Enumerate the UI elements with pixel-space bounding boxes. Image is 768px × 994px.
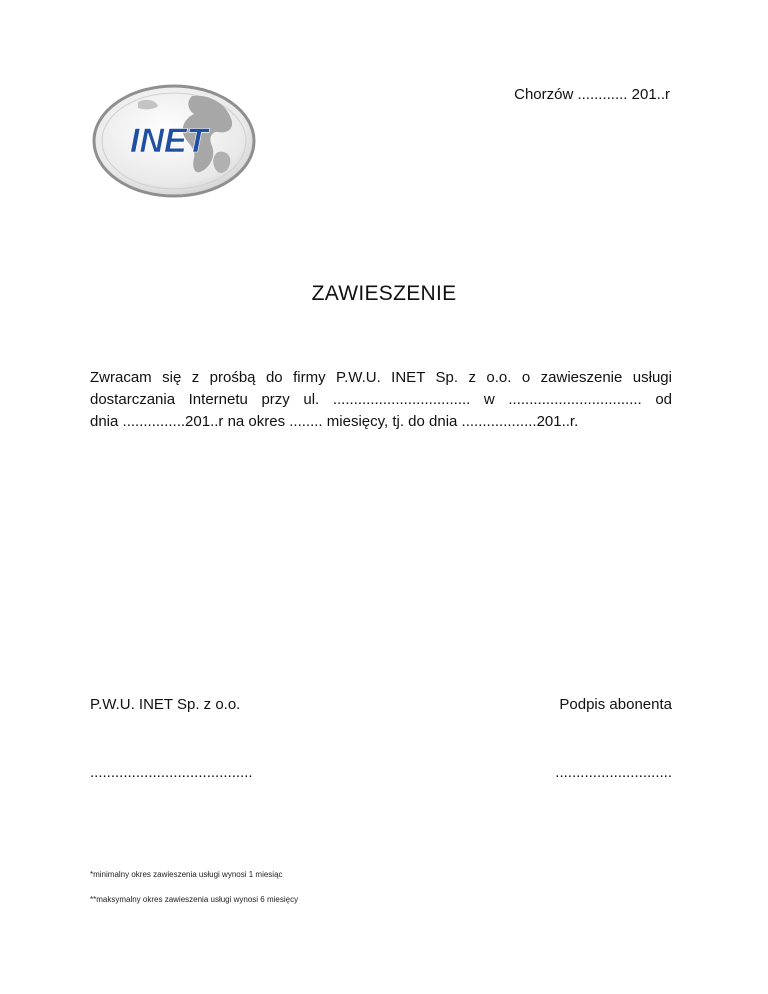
page-title: ZAWIESZENIE	[311, 282, 457, 305]
logo-wordmark: INET	[130, 122, 208, 160]
place-date: Chorzów ............ 201..r	[514, 86, 670, 103]
company-signature-label: P.W.U. INET Sp. z o.o.	[90, 696, 241, 713]
footnote-minimum-period: *minimalny okres zawieszenia usługi wynosi 1 miesiąc	[90, 870, 283, 879]
paragraph-line-3: dnia ...............201..r na okres ........ miesięcy, tj. do dnia ..................201..r.	[90, 413, 579, 430]
subscriber-signature-line: ............................	[555, 764, 672, 781]
globe-logo-icon	[90, 82, 258, 200]
footnote-maximum-period: **maksymalny okres zawieszenia usługi wynosi 6 miesięcy	[90, 895, 299, 904]
paragraph-line-1: Zwracam się z prośbą do firmy P.W.U. INET Sp. z o.o. o zawieszenie usługi	[90, 369, 672, 386]
paragraph-line-2: dostarczania Internetu przy ul. ................................. w ................................ od	[90, 391, 672, 408]
request-paragraph	[90, 367, 672, 433]
subscriber-signature-label: Podpis abonenta	[559, 696, 672, 713]
inet-logo	[90, 82, 258, 200]
company-signature-line: .......................................	[90, 764, 253, 781]
